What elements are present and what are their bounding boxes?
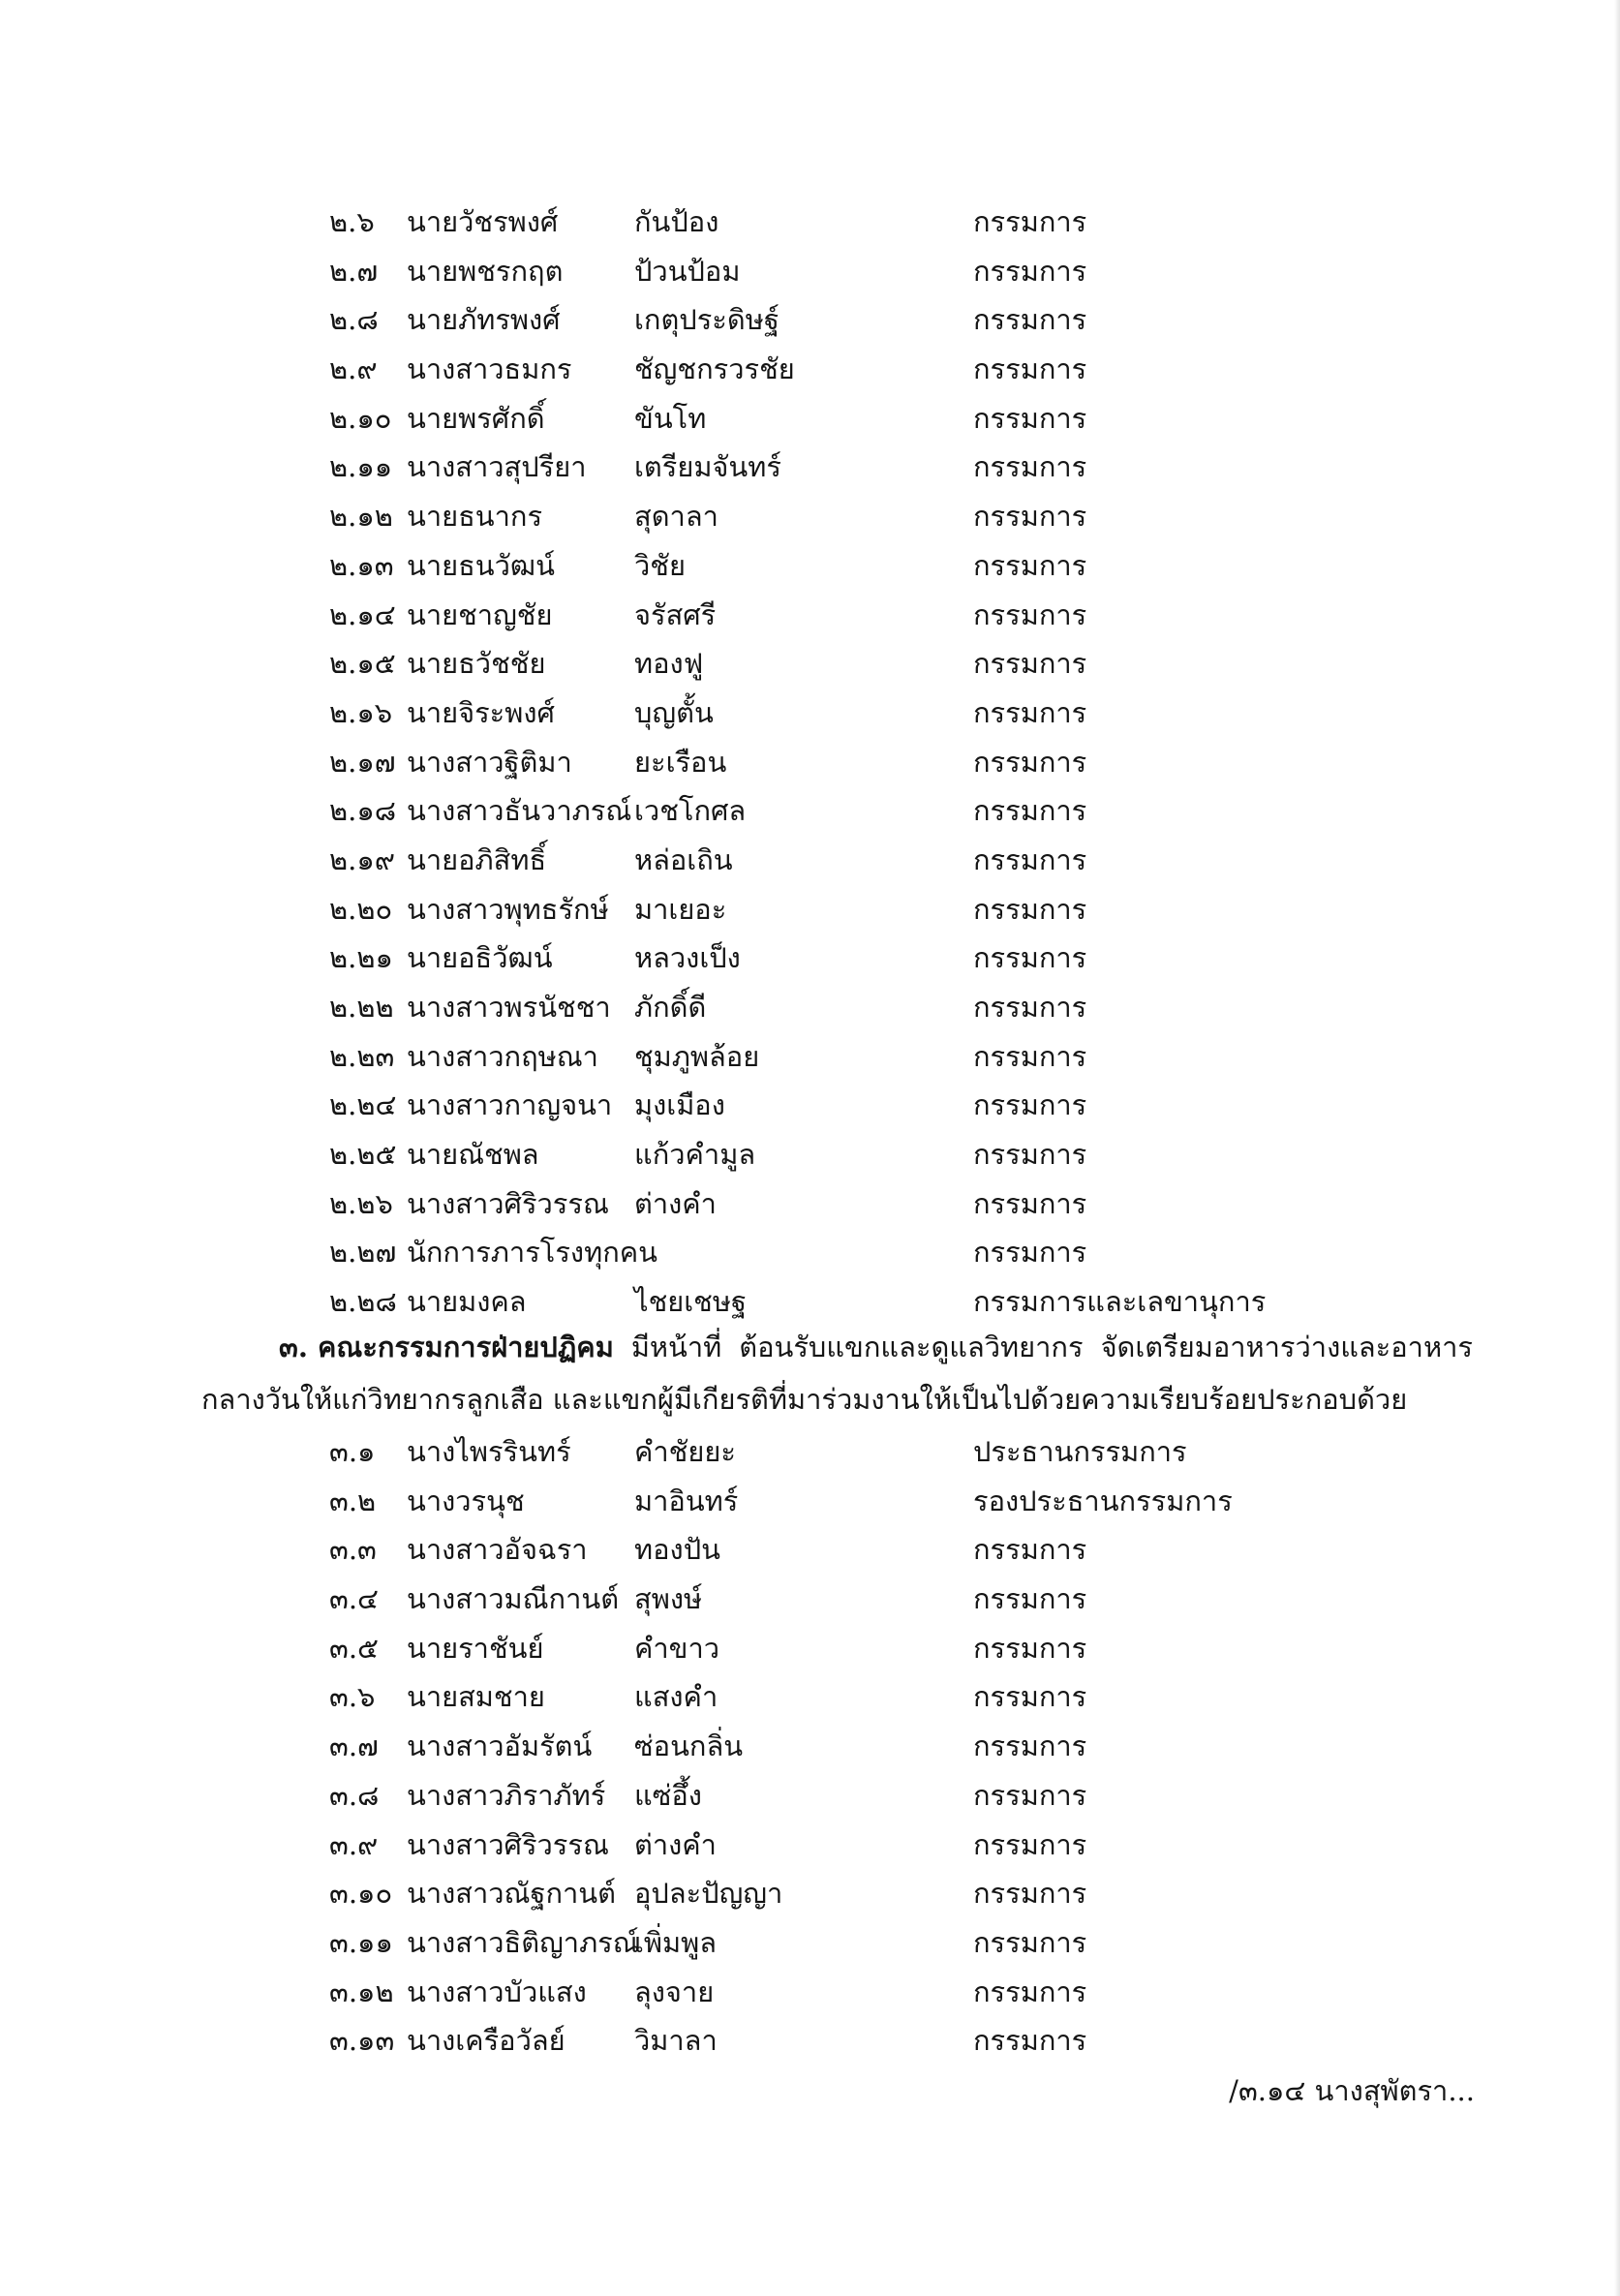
member-number: ๒.๒๒ bbox=[329, 991, 394, 1024]
member-last-name: อุปละปัญญา bbox=[634, 1877, 783, 1911]
member-number: ๓.๖ bbox=[329, 1680, 376, 1714]
member-first-name: นางสาวณัฐกานต์ bbox=[407, 1877, 616, 1911]
section-3-duty-part2: จัดเตรียมอาหารว่างและอาหาร bbox=[1100, 1331, 1473, 1363]
member-last-name: ยะเรือน bbox=[634, 745, 727, 779]
section-3-description bbox=[201, 1375, 1407, 1424]
member-number: ๒.๒๑ bbox=[329, 941, 393, 975]
member-first-name: นางสาวฐิติมา bbox=[407, 745, 572, 779]
member-number: ๒.๒๐ bbox=[329, 892, 393, 926]
member-role: กรรมการ bbox=[973, 1236, 1087, 1270]
member-role: กรรมการ bbox=[973, 1138, 1087, 1172]
member-first-name: นางวรนุช bbox=[407, 1484, 525, 1517]
member-first-name: นางสาวสุปรียา bbox=[407, 450, 587, 484]
member-first-name: นายภัทรพงศ์ bbox=[407, 303, 561, 337]
member-row bbox=[0, 1771, 1620, 1821]
member-first-name: นางสาวพรนัชชา bbox=[407, 991, 611, 1024]
member-first-name: นายธวัชชัย bbox=[407, 647, 546, 681]
member-row bbox=[0, 394, 1620, 444]
member-row bbox=[0, 1918, 1620, 1968]
member-row bbox=[0, 591, 1620, 640]
member-last-name: จรัสศรี bbox=[634, 597, 717, 631]
member-first-name: นายธนากร bbox=[407, 500, 543, 534]
member-row bbox=[0, 738, 1620, 787]
member-first-name: นางสาวธิติญาภรณ์ bbox=[407, 1925, 639, 1959]
member-role: กรรมการ bbox=[973, 647, 1087, 681]
member-first-name: นายมงคล bbox=[407, 1285, 527, 1319]
member-role: กรรมการ bbox=[973, 794, 1087, 828]
section-3-description-part1: กลางวันให้แก่วิทยากรลูกเสือ และแขกผู้มีเกียรติที่มาร่วมงานให้เป็นไปด้วยความเรียบร้อย bbox=[201, 1383, 1258, 1416]
member-role: กรรมการ bbox=[973, 205, 1087, 238]
member-number: ๒.๑๓ bbox=[329, 548, 394, 582]
member-last-name: ลุงจาย bbox=[634, 1975, 715, 2008]
member-first-name: นางสาวศิริวรรณ bbox=[407, 1186, 609, 1220]
member-number: ๓.๓ bbox=[329, 1533, 377, 1567]
member-role: กรรมการ bbox=[973, 1877, 1087, 1911]
member-first-name: นางสาวธมกร bbox=[407, 352, 572, 386]
member-last-name: คำชัยยะ bbox=[634, 1435, 736, 1468]
member-first-name: นางสาวภิราภัทร์ bbox=[407, 1778, 606, 1812]
member-last-name: แก้วคำมูล bbox=[634, 1138, 756, 1172]
member-role: กรรมการ bbox=[973, 1186, 1087, 1220]
scan-edge-shadow bbox=[1614, 0, 1620, 2296]
member-last-name: มาเยอะ bbox=[634, 892, 727, 926]
member-last-name: เตรียมจันทร์ bbox=[634, 450, 781, 484]
member-row bbox=[0, 492, 1620, 541]
member-row bbox=[0, 345, 1620, 394]
member-role: กรรมการ bbox=[973, 842, 1087, 876]
member-last-name: ซ่อนกลิ่น bbox=[634, 1730, 744, 1763]
member-row bbox=[0, 1427, 1620, 1477]
member-role: กรรมการ bbox=[973, 2024, 1087, 2058]
member-role: กรรมการ bbox=[973, 1582, 1087, 1616]
member-role: กรรมการ bbox=[973, 548, 1087, 582]
member-row bbox=[0, 1525, 1620, 1575]
member-role: กรรมการ bbox=[973, 745, 1087, 779]
member-row bbox=[0, 541, 1620, 591]
member-number: ๒.๑๔ bbox=[329, 597, 396, 631]
member-row bbox=[0, 1575, 1620, 1624]
member-number: ๒.๒๔ bbox=[329, 1088, 397, 1122]
member-last-name: แซ่อึ้ง bbox=[634, 1778, 702, 1812]
member-row bbox=[0, 1277, 1620, 1327]
member-role: กรรมการ bbox=[973, 303, 1087, 337]
member-number: ๒.๑๖ bbox=[329, 695, 393, 729]
member-row bbox=[0, 1477, 1620, 1526]
member-role: กรรมการ bbox=[973, 991, 1087, 1024]
member-role: กรรมการ bbox=[973, 1088, 1087, 1122]
member-role: กรรมการ bbox=[973, 1975, 1087, 2008]
member-last-name: ต่างคำ bbox=[634, 1827, 717, 1861]
member-first-name: นางสาวธันวาภรณ์ bbox=[407, 794, 632, 828]
member-first-name: นายณัชพล bbox=[407, 1138, 539, 1172]
member-first-name: นายชาญชัย bbox=[407, 597, 553, 631]
member-role: กรรมการ bbox=[973, 941, 1087, 975]
member-row bbox=[0, 934, 1620, 983]
member-role: กรรมการ bbox=[973, 1827, 1087, 1861]
member-last-name: วิมาลา bbox=[634, 2024, 718, 2058]
member-number: ๓.๑๐ bbox=[329, 1877, 393, 1911]
member-row bbox=[0, 983, 1620, 1032]
member-row bbox=[0, 198, 1620, 247]
member-last-name: ชัญชกรวรชัย bbox=[634, 352, 795, 386]
committee-3-member-list bbox=[0, 1427, 1620, 2066]
member-first-name: นางเครือวัลย์ bbox=[407, 2024, 565, 2058]
member-number: ๒.๙ bbox=[329, 352, 378, 386]
member-role: กรรมการ bbox=[973, 1631, 1087, 1665]
section-3-title: ๓. คณะกรรมการฝ่ายปฏิคม bbox=[279, 1331, 614, 1363]
member-number: ๓.๔ bbox=[329, 1582, 379, 1616]
member-first-name: นางสาวพุทธรักษ์ bbox=[407, 892, 609, 926]
member-row bbox=[0, 1722, 1620, 1771]
member-role: ประธานกรรมการ bbox=[973, 1435, 1187, 1468]
member-last-name: บุญตั้น bbox=[634, 695, 714, 729]
section-3-duty-part1: ต้อนรับแขกและดูแลวิทยากร bbox=[739, 1331, 1084, 1363]
member-number: ๓.๑๑ bbox=[329, 1925, 393, 1959]
member-number: ๒.๑๐ bbox=[329, 401, 392, 435]
member-row bbox=[0, 786, 1620, 836]
member-number: ๓.๑๓ bbox=[329, 2024, 395, 2058]
member-first-name: นางสาวมณีกานต์ bbox=[407, 1582, 620, 1616]
member-role: กรรมการ bbox=[973, 1039, 1087, 1073]
member-role: กรรมการและเลขานุการ bbox=[973, 1285, 1267, 1319]
member-last-name: ทองฟู bbox=[634, 647, 704, 681]
committee-2-member-list bbox=[0, 198, 1620, 1327]
member-number: ๒.๑๑ bbox=[329, 450, 393, 484]
member-row bbox=[0, 1032, 1620, 1082]
member-first-name: นางสาวอัมรัตน์ bbox=[407, 1730, 593, 1763]
member-row bbox=[0, 1081, 1620, 1130]
member-first-name: นายราชันย์ bbox=[407, 1631, 544, 1665]
member-row bbox=[0, 247, 1620, 296]
member-row bbox=[0, 1624, 1620, 1673]
member-row bbox=[0, 1130, 1620, 1179]
member-last-name: คำขาว bbox=[634, 1631, 720, 1665]
member-number: ๒.๑๒ bbox=[329, 500, 393, 534]
member-number: ๒.๑๗ bbox=[329, 745, 396, 779]
member-last-name: สุพงษ์ bbox=[634, 1582, 703, 1616]
member-first-name: นายจิระพงศ์ bbox=[407, 695, 555, 729]
member-last-name: เกตุประดิษฐ์ bbox=[634, 303, 779, 337]
member-last-name: กันป้อง bbox=[634, 205, 719, 238]
member-first-name: นายสมชาย bbox=[407, 1680, 545, 1714]
member-last-name: ต่างคำ bbox=[634, 1186, 717, 1220]
member-role: กรรมการ bbox=[973, 1925, 1087, 1959]
member-row bbox=[0, 443, 1620, 492]
member-first-name: นายวัชรพงศ์ bbox=[407, 205, 559, 238]
member-row bbox=[0, 639, 1620, 689]
member-last-name: สุดาลา bbox=[634, 500, 718, 534]
member-number: ๒.๒๖ bbox=[329, 1186, 393, 1220]
member-first-name: นายพชรกฤต bbox=[407, 254, 564, 288]
member-role: กรรมการ bbox=[973, 450, 1087, 484]
member-first-name: นักการภารโรงทุกคน bbox=[407, 1236, 657, 1270]
member-first-name: นางสาวศิริวรรณ bbox=[407, 1827, 609, 1861]
member-first-name: นายอภิสิทธิ์ bbox=[407, 842, 547, 876]
member-number: ๓.๑๒ bbox=[329, 1975, 394, 2008]
member-number: ๒.๑๘ bbox=[329, 794, 397, 828]
member-first-name: นางสาวบัวแสง bbox=[407, 1975, 587, 2008]
member-row bbox=[0, 1821, 1620, 1870]
member-number: ๒.๒๓ bbox=[329, 1039, 395, 1073]
member-number: ๒.๑๙ bbox=[329, 842, 395, 876]
member-number: ๓.๘ bbox=[329, 1778, 380, 1812]
next-page-continuation: /๓.๑๔ นางสุพัตรา... bbox=[1229, 2074, 1475, 2107]
member-number: ๓.๑ bbox=[329, 1435, 376, 1468]
member-last-name: ทองปัน bbox=[634, 1533, 720, 1567]
member-first-name: นายธนวัฒน์ bbox=[407, 548, 555, 582]
section-3-heading bbox=[279, 1323, 1489, 1371]
member-last-name: เพิ่มพูล bbox=[634, 1925, 718, 1959]
member-first-name: นางสาวกฤษณา bbox=[407, 1039, 598, 1073]
member-number: ๒.๘ bbox=[329, 303, 379, 337]
member-last-name: เวชโกศล bbox=[634, 794, 747, 828]
member-number: ๓.๗ bbox=[329, 1730, 379, 1763]
member-number: ๓.๙ bbox=[329, 1827, 379, 1861]
member-last-name: ชุมภูพล้อย bbox=[634, 1039, 760, 1073]
member-last-name: ภักดิ์ดี bbox=[634, 991, 707, 1024]
member-row bbox=[0, 295, 1620, 345]
member-role: กรรมการ bbox=[973, 401, 1087, 435]
member-first-name: นายอธิวัฒน์ bbox=[407, 941, 553, 975]
member-last-name: หล่อเถิน bbox=[634, 842, 733, 876]
section-3-description-part2: ประกอบด้วย bbox=[1257, 1383, 1408, 1416]
member-last-name: มาอินทร์ bbox=[634, 1484, 739, 1517]
member-role: กรรมการ bbox=[973, 597, 1087, 631]
member-number: ๒.๒๘ bbox=[329, 1285, 397, 1319]
member-row bbox=[0, 1869, 1620, 1918]
member-row bbox=[0, 1968, 1620, 2017]
member-last-name: ป้วนป้อม bbox=[634, 254, 741, 288]
member-role: กรรมการ bbox=[973, 500, 1087, 534]
member-row bbox=[0, 1179, 1620, 1229]
member-role: กรรมการ bbox=[973, 1533, 1087, 1567]
member-row bbox=[0, 1228, 1620, 1277]
member-first-name: นายพรศักดิ์ bbox=[407, 401, 545, 435]
member-role: กรรมการ bbox=[973, 254, 1087, 288]
member-first-name: นางสาวกาญจนา bbox=[407, 1088, 613, 1122]
member-row bbox=[0, 689, 1620, 738]
member-last-name: ไชยเชษฐ bbox=[634, 1285, 747, 1319]
member-number: ๓.๒ bbox=[329, 1484, 377, 1517]
member-last-name: มุงเมือง bbox=[634, 1088, 725, 1122]
member-role: กรรมการ bbox=[973, 695, 1087, 729]
member-number: ๒.๗ bbox=[329, 254, 379, 288]
member-role: กรรมการ bbox=[973, 892, 1087, 926]
member-number: ๒.๒๕ bbox=[329, 1138, 397, 1172]
section-3-duty-label: มีหน้าที่ bbox=[630, 1331, 722, 1363]
member-last-name: ขันโท bbox=[634, 401, 707, 435]
member-last-name: หลวงเป็ง bbox=[634, 941, 741, 975]
member-row bbox=[0, 1672, 1620, 1722]
member-row bbox=[0, 2016, 1620, 2066]
member-first-name: นางสาวอัจฉรา bbox=[407, 1533, 588, 1567]
member-last-name: แสงคำ bbox=[634, 1680, 718, 1714]
member-role: กรรมการ bbox=[973, 1730, 1087, 1763]
member-row bbox=[0, 836, 1620, 885]
member-last-name: วิชัย bbox=[634, 548, 686, 582]
member-number: ๒.๒๗ bbox=[329, 1236, 397, 1270]
member-number: ๒.๑๕ bbox=[329, 647, 396, 681]
member-role: กรรมการ bbox=[973, 352, 1087, 386]
member-role: รองประธานกรรมการ bbox=[973, 1484, 1233, 1517]
member-first-name: นางไพรรินทร์ bbox=[407, 1435, 571, 1468]
member-number: ๒.๖ bbox=[329, 205, 375, 238]
member-role: กรรมการ bbox=[973, 1680, 1087, 1714]
member-number: ๓.๕ bbox=[329, 1631, 379, 1665]
member-row bbox=[0, 885, 1620, 934]
member-role: กรรมการ bbox=[973, 1778, 1087, 1812]
